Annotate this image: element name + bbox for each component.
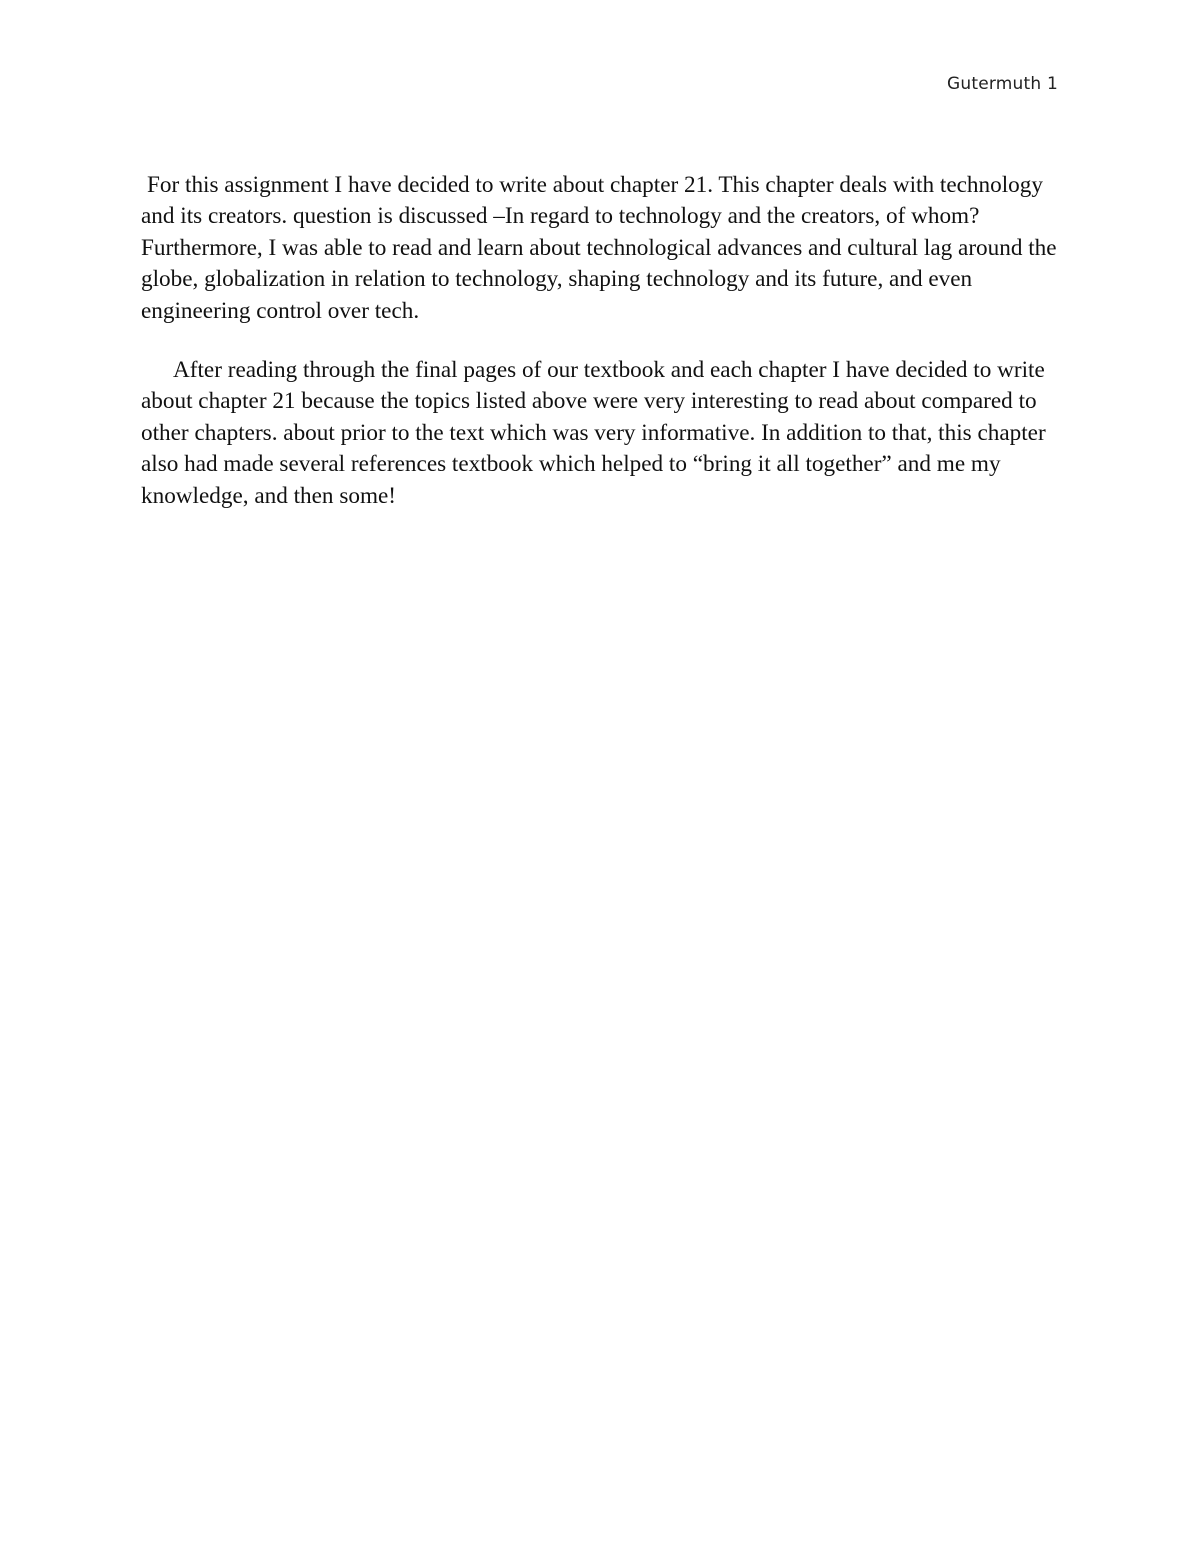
- paragraph-1: For this assignment I have decided to write about chapter 21. This chapter deals with technology and its creators. question is discussed –In regard to technology and the creators, of whom? Furthermore, I was able to read and learn about technological advances and cultural lag around the globe, globalization in relation to technology, shaping technology and its future, and even engineering control over tech.: [141, 172, 1057, 324]
- document-body: [141, 170, 1071, 512]
- paragraph-2: After reading through the final pages of our textbook and each chapter I have decided to write about chapter 21 because the topics listed above were very interesting to read about compared to other chapters. about prior to the text which was very informative. In addition to that, this chapter also had made several references textbook which helped to “bring it all together” and me my knowledge, and then some!: [141, 357, 1046, 509]
- running-head: Gutermuth 1: [947, 74, 1058, 94]
